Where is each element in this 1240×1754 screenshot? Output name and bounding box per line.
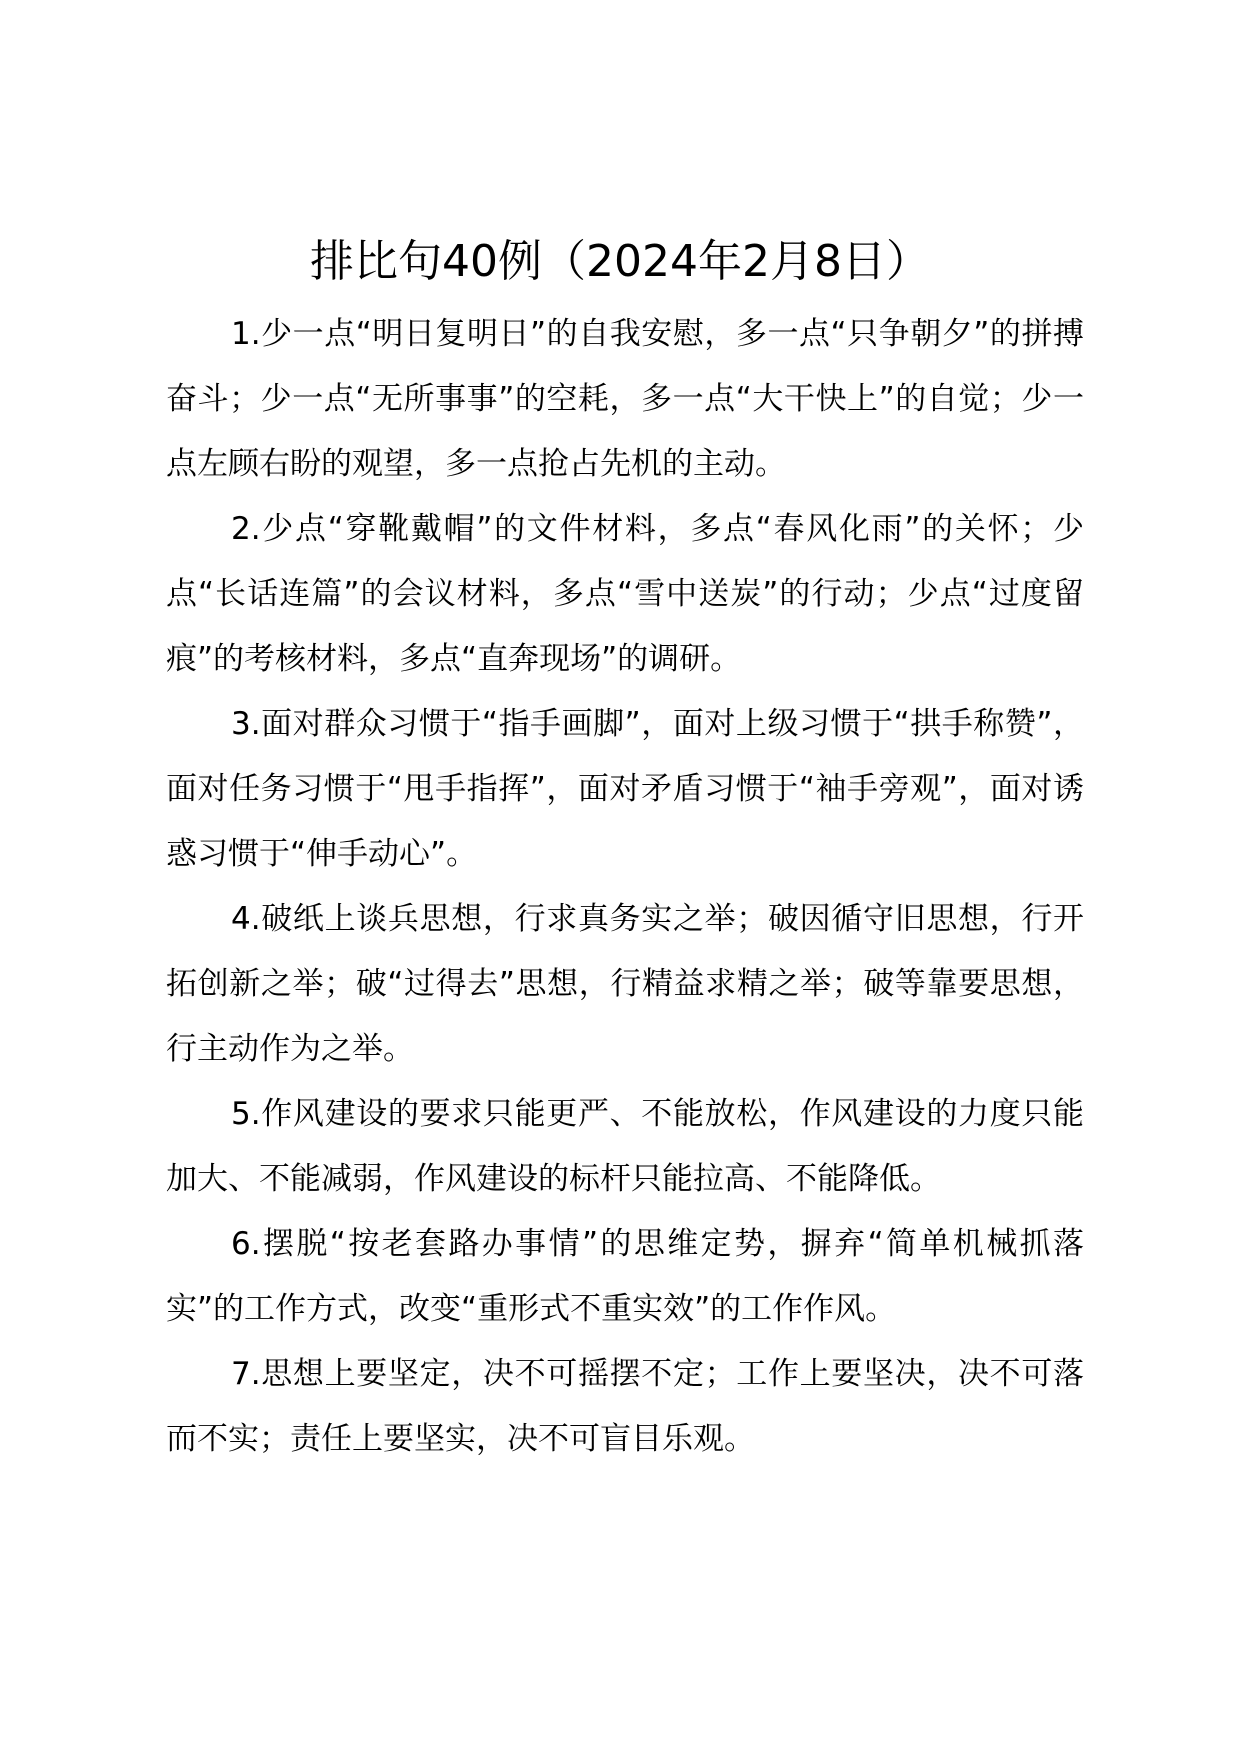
document-title: 排比句40例（2024年2月8日）	[310, 236, 930, 287]
paragraph-3: 3.面对群众习惯于“指手画脚”，面对上级习惯于“拱手称赞”，面对任务习惯于“甩手指挥”，面对矛盾习惯于“袖手旁观”，面对诱惑习惯于“伸手动心”。	[166, 706, 1084, 872]
paragraph-4: 4.破纸上谈兵思想，行求真务实之举；破因循守旧思想，行开拓创新之举；破“过得去”思想，行精益求精之举；破等靠要思想，行主动作为之举。	[166, 901, 1084, 1067]
document-body	[166, 302, 1084, 1472]
paragraph-2: 2.少点“穿靴戴帽”的文件材料，多点“春风化雨”的关怀；少点“长话连篇”的会议材料，多点“雪中送炭”的行动；少点“过度留痕”的考核材料，多点“直奔现场”的调研。	[166, 511, 1084, 677]
paragraph-5: 5.作风建设的要求只能更严、不能放松，作风建设的力度只能加大、不能减弱，作风建设的标杆只能拉高、不能降低。	[166, 1096, 1084, 1197]
paragraph-1: 1.少一点“明日复明日”的自我安慰，多一点“只争朝夕”的拼搏奋斗；少一点“无所事事”的空耗，多一点“大干快上”的自觉；少一点左顾右盼的观望，多一点抢占先机的主动。	[166, 316, 1084, 482]
paragraph-6: 6.摆脱“按老套路办事情”的思维定势，摒弃“简单机械抓落实”的工作方式，改变“重形式不重实效”的工作作风。	[166, 1226, 1084, 1327]
paragraph-7: 7.思想上要坚定，决不可摇摆不定；工作上要坚决，决不可落而不实；责任上要坚实，决不可盲目乐观。	[166, 1356, 1084, 1457]
